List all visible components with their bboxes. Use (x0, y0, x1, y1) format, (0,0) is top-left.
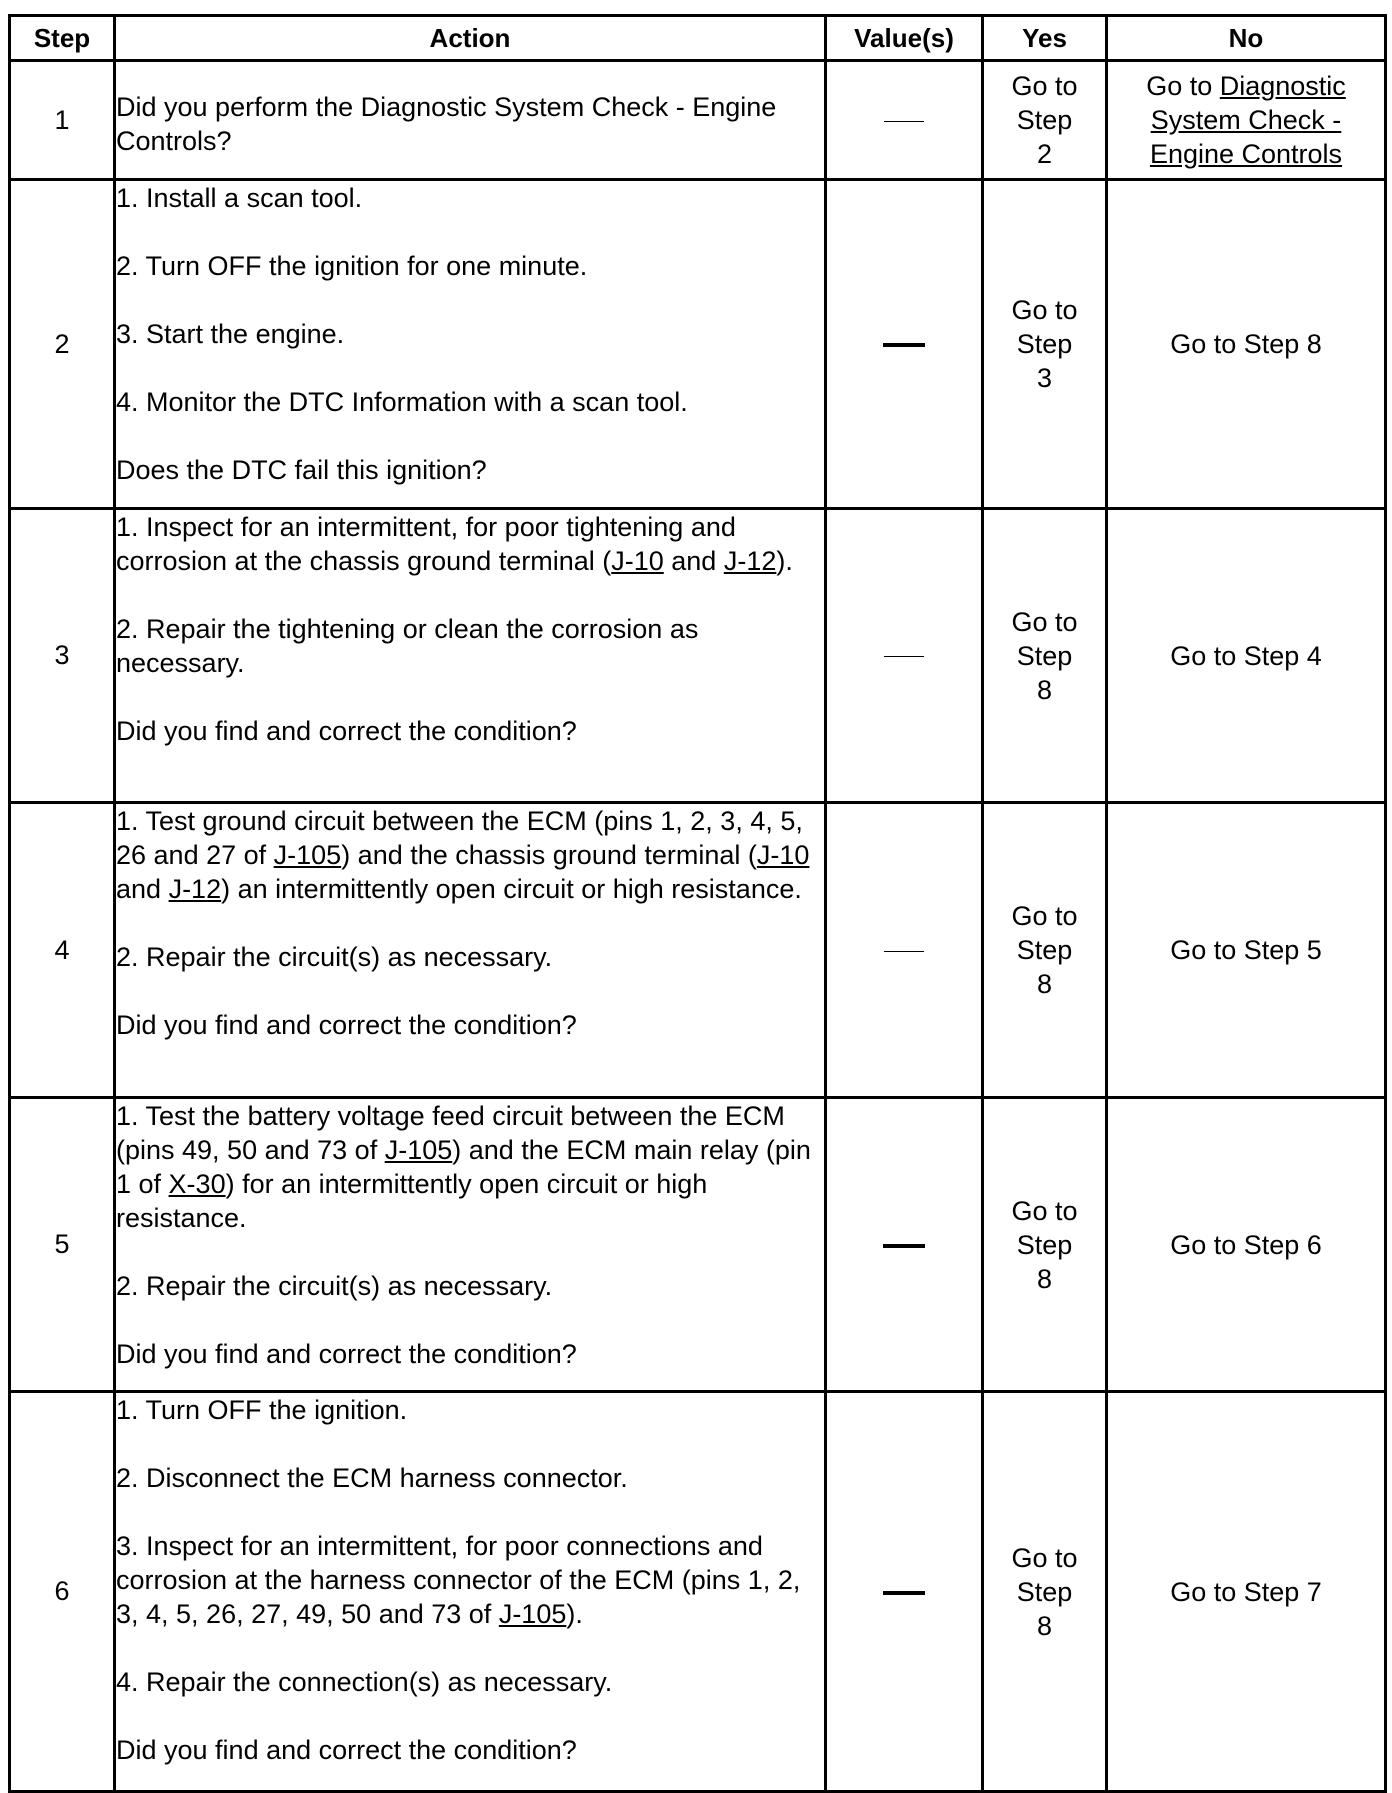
yes-goto[interactable]: Go to Step 8 (1011, 1542, 1078, 1641)
text-run: Did you find and correct the condition? (116, 1010, 577, 1040)
text-run: 2. Repair the tightening or clean the corrosion as necessary. (116, 614, 699, 678)
empty-value-dash (884, 951, 924, 952)
text-run: and (663, 546, 724, 576)
text-run: Did you find and correct the condition? (116, 1735, 577, 1765)
text-run: Does the DTC fail this ignition? (116, 455, 487, 485)
table-row (10, 180, 1386, 509)
diagnostic-page (8, 14, 1387, 1793)
action-cell (115, 509, 826, 803)
action-paragraph (116, 181, 824, 215)
no-goto[interactable] (1146, 71, 1346, 169)
step-number: 5 (10, 1098, 115, 1392)
table-row (10, 61, 1386, 180)
yes-goto[interactable]: Go to Step 8 (1011, 606, 1078, 705)
value-cell (826, 1098, 983, 1392)
text-run: ) and the ECM main relay (pin 1 of (116, 1135, 811, 1199)
no-cell[interactable] (1107, 1098, 1386, 1392)
yes-cell[interactable] (983, 803, 1107, 1098)
yes-cell[interactable] (983, 1392, 1107, 1792)
value-cell (826, 1392, 983, 1792)
action-cell (115, 1098, 826, 1392)
reference-link[interactable]: J-12 (723, 546, 777, 576)
action-paragraph (116, 714, 824, 748)
step-number: 2 (10, 180, 115, 509)
text-run: 4. Repair the connection(s) as necessary. (116, 1667, 613, 1697)
action-paragraph (116, 1008, 824, 1042)
reference-link[interactable]: J-105 (498, 1599, 567, 1629)
no-cell[interactable] (1107, 803, 1386, 1098)
no-goto[interactable] (1170, 1577, 1322, 1607)
text-run: Go to Step 6 (1170, 1229, 1322, 1260)
step-number: 6 (10, 1392, 115, 1792)
action-paragraph (116, 1529, 824, 1631)
action-cell (115, 61, 826, 180)
diagnostic-table (8, 14, 1387, 1793)
value-cell (826, 61, 983, 180)
action-paragraph (116, 1269, 824, 1303)
header-action: Action (115, 16, 826, 61)
header-value: Value(s) (826, 16, 983, 61)
yes-goto[interactable]: Go to Step 2 (1011, 71, 1078, 169)
text-run: 4. Monitor the DTC Information with a scan tool. (116, 387, 688, 417)
text-run: ). (566, 1599, 583, 1629)
text-run: ). (776, 546, 793, 576)
action-paragraph (116, 385, 824, 419)
reference-link[interactable]: J-10 (611, 546, 664, 576)
empty-value-dash (883, 1244, 925, 1248)
action-paragraph (116, 510, 824, 578)
yes-cell[interactable] (983, 1098, 1107, 1392)
header-step: Step (10, 16, 115, 61)
text-run: 1. Install a scan tool. (116, 183, 363, 213)
text-run: ) for an intermittently open circuit or high resistance. (116, 1169, 708, 1233)
table-row (10, 1392, 1386, 1792)
text-run: 3. Inspect for an intermittent, for poor connections and corrosion at the harness connector of the ECM (pins 1, 2, 3, 4, 5, 26, 27, 49, 50 and 73 of (116, 1531, 801, 1629)
action-paragraph (116, 940, 824, 974)
empty-value-dash (883, 343, 925, 347)
text-run: 2. Repair the circuit(s) as necessary. (116, 942, 553, 972)
text-run: ) an intermittently open circuit or high resistance. (221, 874, 802, 904)
empty-value-dash (883, 1591, 925, 1595)
no-goto[interactable] (1170, 641, 1322, 671)
text-run: Go to (1146, 71, 1220, 101)
reference-link[interactable]: Diagnostic System Check - Engine Controls (1149, 71, 1346, 169)
step-number: 3 (10, 509, 115, 803)
yes-cell[interactable] (983, 509, 1107, 803)
text-run: Go to Step 5 (1170, 935, 1322, 965)
no-cell[interactable] (1107, 509, 1386, 803)
text-run: Go to Step 4 (1170, 640, 1322, 671)
text-run: 1. Turn OFF the ignition. (116, 1395, 408, 1425)
action-paragraph (116, 1099, 824, 1235)
no-cell[interactable] (1107, 180, 1386, 509)
table-row (10, 509, 1386, 803)
action-paragraph (116, 1393, 824, 1427)
no-cell[interactable] (1107, 1392, 1386, 1792)
action-paragraph (116, 1337, 824, 1371)
text-run: 2. Turn OFF the ignition for one minute. (116, 251, 588, 281)
reference-link[interactable]: J-105 (384, 1135, 453, 1165)
action-paragraph (116, 804, 824, 906)
action-cell (115, 1392, 826, 1792)
text-run: Go to Step 7 (1170, 1576, 1322, 1607)
action-paragraph (116, 317, 824, 351)
action-cell (115, 180, 826, 509)
text-run: 1. Test ground circuit between the ECM (pins 1, 2, 3, 4, 5, 26 and 27 of (116, 806, 803, 870)
action-paragraph (116, 249, 824, 283)
empty-value-dash (884, 656, 924, 657)
yes-goto[interactable]: Go to Step 3 (1011, 295, 1078, 393)
text-run: Go to Step 8 (1170, 329, 1322, 359)
text-run: ) and the chassis ground terminal ( (341, 840, 757, 870)
step-number: 4 (10, 803, 115, 1098)
text-run: and (116, 874, 169, 904)
value-cell (826, 509, 983, 803)
text-run: 3. Start the engine. (116, 319, 345, 349)
action-paragraph (116, 453, 824, 487)
no-goto[interactable] (1170, 1230, 1322, 1260)
no-goto[interactable] (1170, 329, 1322, 359)
reference-link[interactable]: X-30 (168, 1169, 226, 1199)
header-row (10, 16, 1386, 61)
header-no: No (1107, 16, 1386, 61)
step-number: 1 (10, 61, 115, 180)
table-row (10, 1098, 1386, 1392)
yes-goto[interactable]: Go to Step 8 (1011, 1195, 1078, 1294)
text-run: 1. Test the battery voltage feed circuit between the ECM (pins 49, 50 and 73 of (116, 1101, 785, 1165)
action-paragraph (116, 612, 824, 680)
text-run: 1. Inspect for an intermittent, for poor tightening and corrosion at the chassis ground terminal ( (116, 512, 736, 576)
value-cell (826, 803, 983, 1098)
text-run: Did you find and correct the condition? (116, 1339, 577, 1369)
yes-cell[interactable] (983, 180, 1107, 509)
action-paragraph (116, 1461, 824, 1495)
action-cell (115, 803, 826, 1098)
text-run: Did you find and correct the condition? (116, 716, 577, 746)
reference-link[interactable]: J-10 (756, 840, 810, 870)
text-run: Did you perform the Diagnostic System Check - Engine Controls? (116, 92, 777, 156)
action-paragraph (116, 1733, 824, 1767)
yes-cell[interactable] (983, 61, 1107, 180)
yes-goto[interactable]: Go to Step 8 (1011, 901, 1078, 999)
table-row (10, 803, 1386, 1098)
value-cell (826, 180, 983, 509)
no-cell[interactable] (1107, 61, 1386, 180)
reference-link[interactable]: J-105 (273, 840, 342, 870)
text-run: 2. Disconnect the ECM harness connector. (116, 1463, 628, 1493)
header-yes: Yes (983, 16, 1107, 61)
action-paragraph (116, 90, 824, 158)
no-goto[interactable] (1170, 935, 1322, 965)
empty-value-dash (884, 121, 924, 122)
action-paragraph (116, 1665, 824, 1699)
text-run: 2. Repair the circuit(s) as necessary. (116, 1271, 553, 1301)
reference-link[interactable]: J-12 (168, 874, 222, 904)
